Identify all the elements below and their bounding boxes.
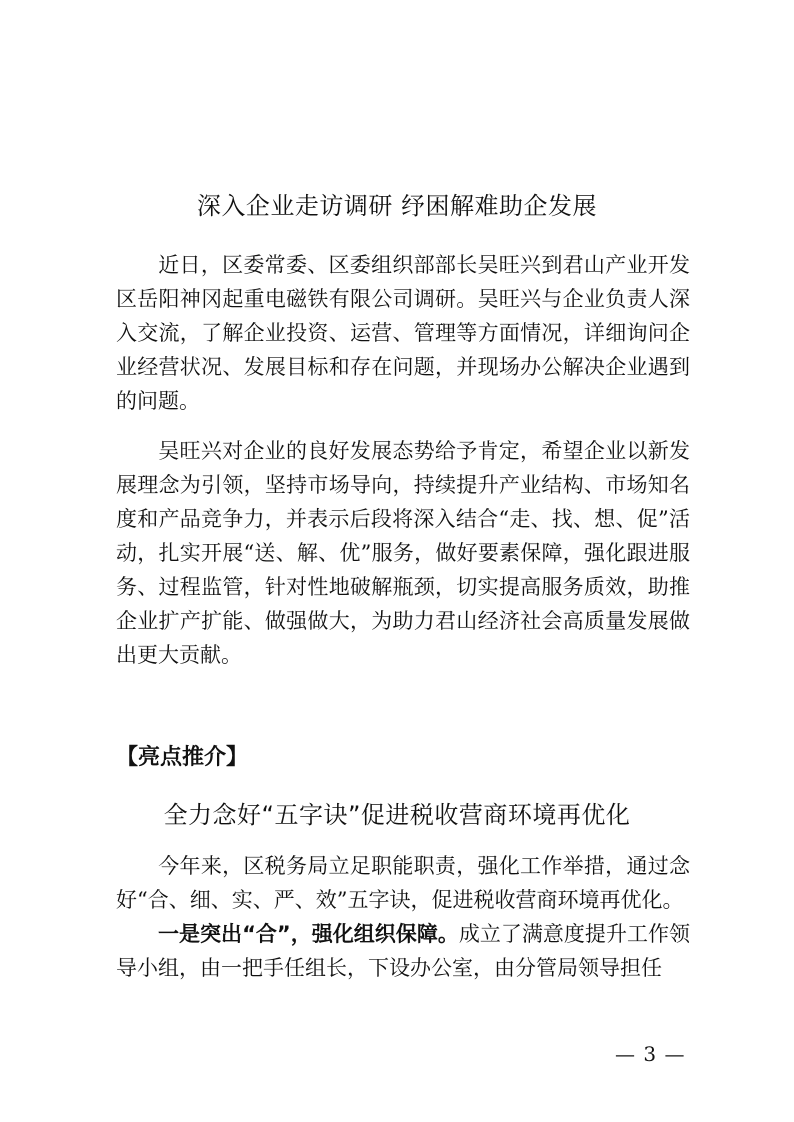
article-paragraph [116,434,690,672]
paragraph-text: 成立了满意度提升工作领导小组，由一把手任组长，下设办公室，由分管局领导担任 [116,922,690,980]
paragraph-text: 吴旺兴对企业的良好发展态势给予肯定，希望企业以新发展理念为引领，坚持市场导向，持续提升产业结构、市场知名度和产品竞争力，并表示后段将深入结合“走、找、想、促”活动，扎实开展“送、解、优”服务，做好要素保障，强化跟进服务、过程监管，针对性地破解瓶颈，切实提高服务质效，助推企业扩产扩能、做强做大，为助力君山经济社会高质量发展做出更大贡献。 [116,439,690,667]
article-paragraph [116,917,690,985]
article-title: 全力念好“五字诀”促进税收营商环境再优化 [163,801,631,829]
paragraph-text: 今年来，区税务局立足职能职责，强化工作举措，通过念好“合、细、实、严、效”五字诀，促进税收营商环境再优化。 [116,854,690,912]
section-label: 【亮点推介】 [116,745,249,770]
article-paragraph [116,849,690,917]
article-paragraph [116,248,690,418]
paragraph-text: 近日，区委常委、区委组织部部长吴旺兴到君山产业开发区岳阳神冈起重电磁铁有限公司调研。吴旺兴与企业负责人深入交流，了解企业投资、运营、管理等方面情况，详细询问企业经营状况、发展目标和存在问题，并现场办公解决企业遇到的问题。 [116,253,690,413]
article-title: 深入企业走访调研 纾困解难助企发展 [196,192,598,220]
page-number: — 3 — [615,1042,686,1066]
paragraph-lead: 一是突出“合”，强化组织保障。 [158,922,459,946]
